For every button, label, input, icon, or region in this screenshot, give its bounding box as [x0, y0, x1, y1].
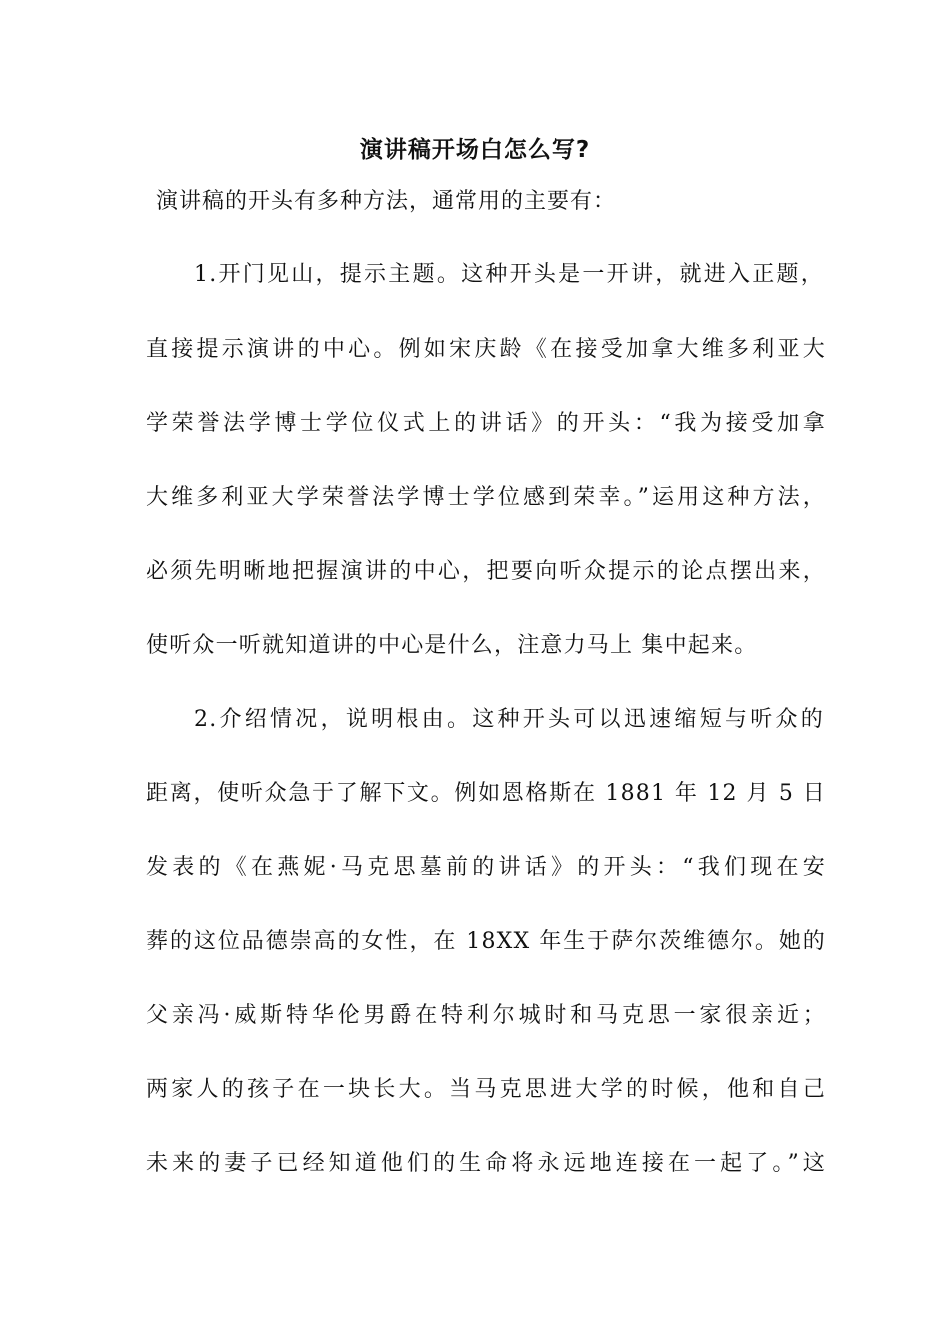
text-line: 发表的《在燕妮·马克思墓前的讲话》的开头：“我们现在安: [146, 855, 826, 880]
text-line: 直接提示演讲的中心。例如宋庆龄《在接受加拿大维多利亚大: [146, 337, 826, 362]
text-line: 大维多利亚大学荣誉法学博士学位感到荣幸。”运用这种方法，: [146, 485, 826, 510]
text-line: 使听众一听就知道讲的中心是什么，注意力马上 集中起来。: [146, 633, 758, 658]
text-line: 1.开门见山，提示主题。这种开头是一开讲，就进入正题，: [194, 262, 824, 287]
text-line: 2.介绍情况，说明根由。这种开头可以迅速缩短与听众的: [194, 707, 824, 732]
text-line: 未来的妻子已经知道他们的生命将永远地连接在一起了。”这: [146, 1151, 826, 1176]
text-line: 学荣誉法学博士学位仪式上的讲话》的开头：“我为接受加拿: [146, 411, 826, 436]
text-line: 葬的这位品德崇高的女性，在 18XX 年生于萨尔茨维德尔。她的: [146, 929, 826, 954]
document-title: 演讲稿开场白怎么写?: [359, 137, 591, 163]
text-line: 距离，使听众急于了解下文。例如恩格斯在 1881 年 12 月 5 日: [146, 781, 826, 806]
text-line: 必须先明晰地把握演讲的中心，把要向听众提示的论点摆出来，: [146, 559, 826, 584]
text-line: 两家人的孩子在一块长大。当马克思进大学的时候，他和自己: [146, 1077, 826, 1102]
text-line: 父亲冯·威斯特华伦男爵在特利尔城时和马克思一家很亲近；: [146, 1003, 826, 1028]
intro-paragraph: 演讲稿的开头有多种方法，通常用的主要有：: [156, 189, 617, 214]
